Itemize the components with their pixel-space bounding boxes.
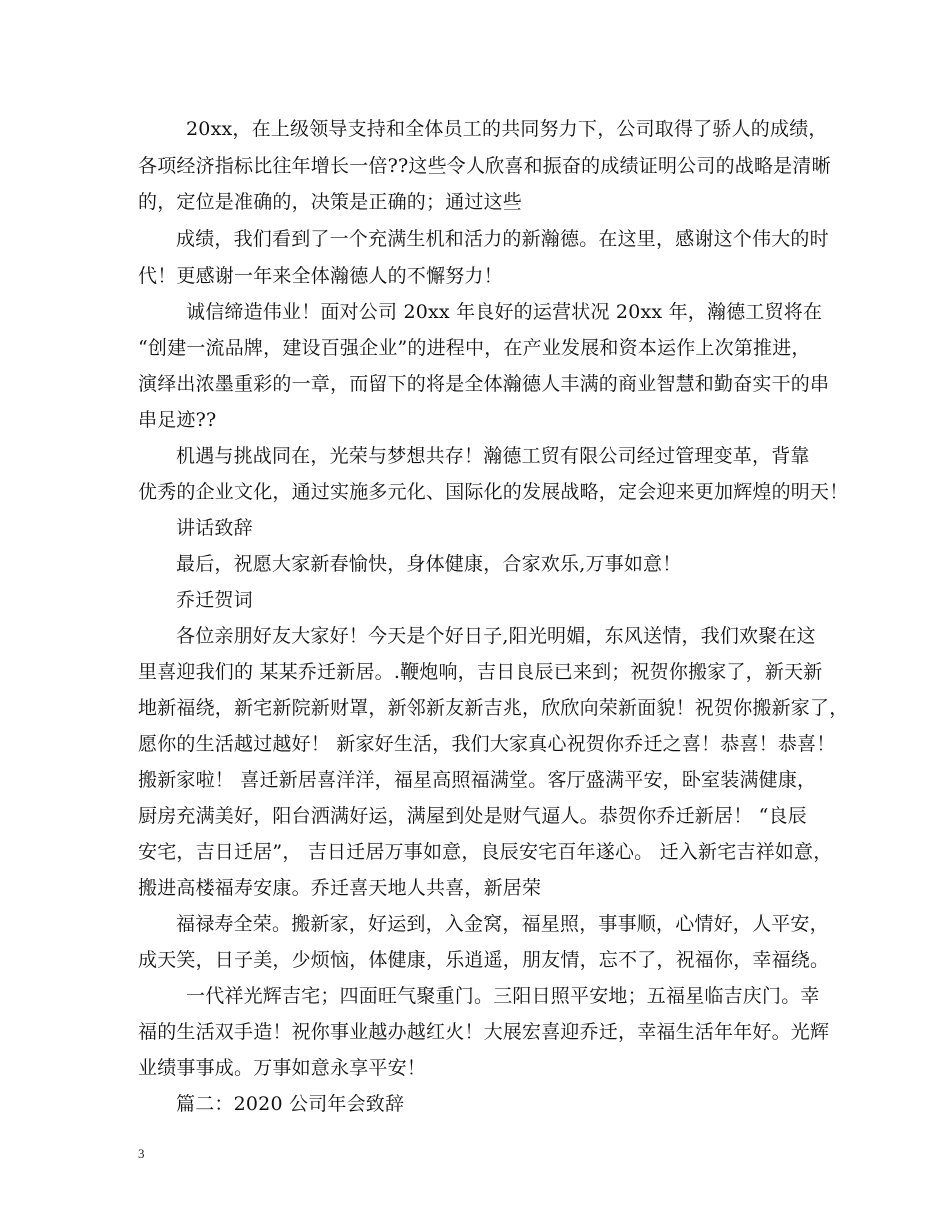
text-line: 业绩事事成。万事如意永享平安！ bbox=[138, 1057, 427, 1079]
text-line: 机遇与挑战同在，光荣与梦想共存！瀚德工贸有限公司经过管理变革，背靠 bbox=[176, 445, 810, 467]
section-heading: 乔迁贺词 bbox=[176, 589, 253, 611]
text-line: 地新福绕，新宅新院新财罩，新邻新友新吉兆，欣欣向荣新面貌！祝贺你搬新家了， bbox=[138, 697, 849, 719]
text-line: 福的生活双手造！祝你事业越办越红火！大展宏喜迎乔迁，幸福生活年年好。光辉 bbox=[138, 1021, 830, 1043]
text-line: 愿你的生活越过越好！ 新家好生活，我们大家真心祝贺你乔迁之喜！恭喜！恭喜！ bbox=[138, 733, 836, 755]
text-line: 里喜迎我们的 某某乔迁新居。.鞭炮响，吉日良辰已来到；祝贺你搬家了，新天新 bbox=[138, 661, 823, 683]
text-line: 20xx，在上级领导支持和全体员工的共同努力下，公司取得了骄人的成绩， bbox=[186, 118, 828, 140]
section-heading: 篇二：2020 公司年会致辞 bbox=[176, 1093, 405, 1115]
text-line: 的，定位是准确的，决策是正确的；通过这些 bbox=[138, 191, 523, 213]
text-line: 各位亲朋好友大家好！今天是个好日子,阳光明媚，东风送情，我们欢聚在这 bbox=[176, 625, 816, 647]
text-line: 搬进高楼福寿安康。乔迁喜天地人共喜，新居荣 bbox=[138, 877, 542, 899]
text-line: 搬新家啦！ 喜迁新居喜洋洋，福星高照福满堂。客厅盛满平安，卧室装满健康， bbox=[138, 769, 817, 791]
text-line: 演绎出浓墨重彩的一章，而留下的将是全体瀚德人丰满的商业智慧和勤奋实干的串 bbox=[138, 373, 830, 395]
text-line: “创建一流品牌，建设百强企业”的进程中，在产业发展和资本运作上次第推进， bbox=[138, 337, 811, 359]
text-line: 优秀的企业文化，通过实施多元化、国际化的发展战略，定会迎来更加辉煌的明天！ bbox=[138, 481, 849, 503]
text-line: 诚信缔造伟业！面对公司 20xx 年良好的运营状况 20xx 年，瀚德工贸将在 bbox=[186, 301, 823, 323]
text-line: 成天笑，日子美，少烦恼，体健康，乐逍遥，朋友情，忘不了，祝福你，幸福绕。 bbox=[138, 949, 830, 971]
page-number: 3 bbox=[138, 1146, 145, 1161]
text-line: 串足迹?? bbox=[138, 409, 217, 431]
text-line: 各项经济指标比往年增长一倍??这些令人欣喜和振奋的成绩证明公司的战略是清晰 bbox=[138, 155, 831, 177]
text-line: 福禄寿全荣。搬新家，好运到，入金窝，福星照，事事顺，心情好，人平安， bbox=[176, 913, 829, 935]
section-heading: 讲话致辞 bbox=[176, 517, 253, 539]
text-line: 厨房充满美好，阳台洒满好运，满屋到处是财气逼人。恭贺你乔迁新居！ “良辰 bbox=[138, 805, 807, 827]
text-line: 成绩，我们看到了一个充满生机和活力的新瀚德。在这里，感谢这个伟大的时 bbox=[176, 228, 829, 250]
text-line: 代！更感谢一年来全体瀚德人的不懈努力！ bbox=[138, 265, 503, 287]
text-line: 最后，祝愿大家新春愉快，身体健康，合家欢乐,万事如意！ bbox=[176, 553, 682, 575]
text-line: 安宅，吉日迁居”， 吉日迁居万事如意，良辰安宅百年遂心。 迁入新宅吉祥如意， bbox=[138, 841, 833, 863]
text-line: 一代祥光辉吉宅；四面旺气聚重门。三阳日照平安地；五福星临吉庆门。幸 bbox=[186, 985, 820, 1007]
